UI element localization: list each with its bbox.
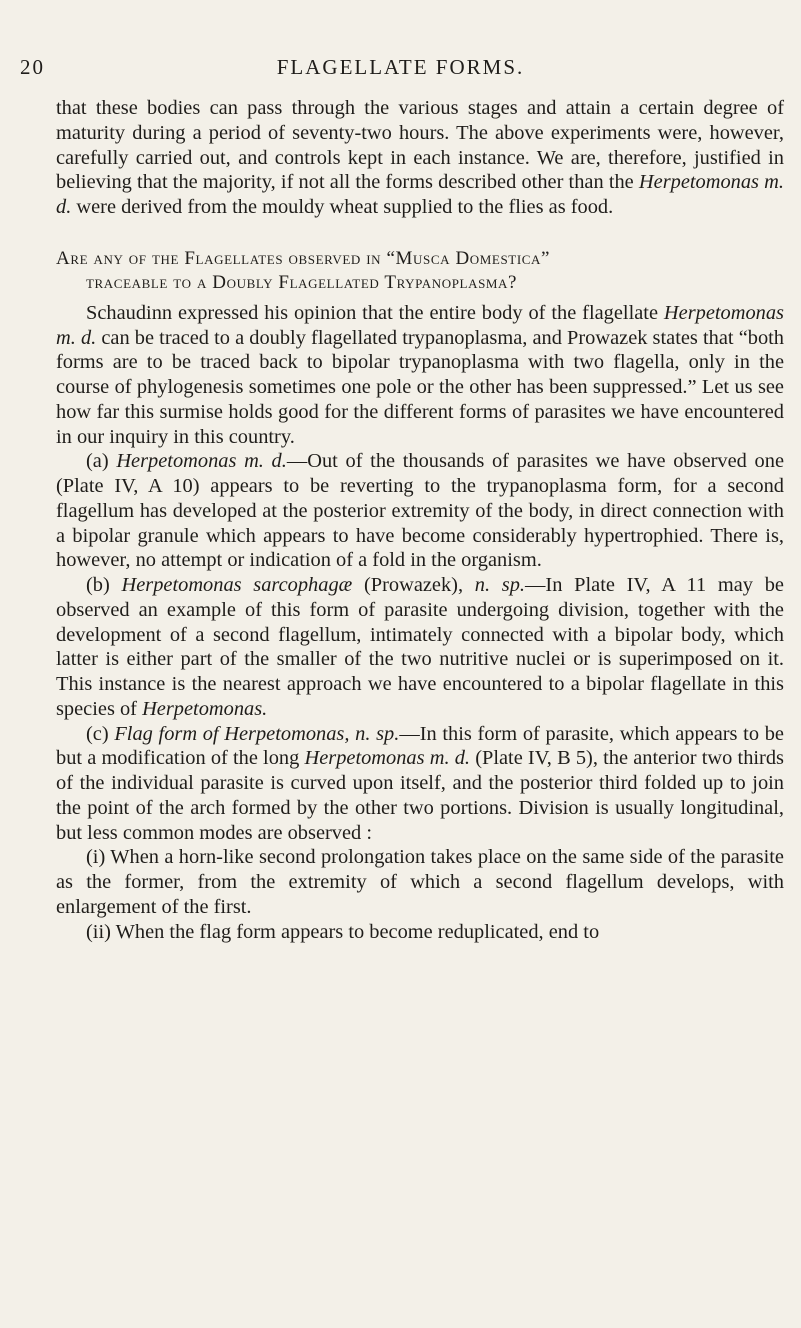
paragraph-a <box>56 449 784 573</box>
text-run: can be traced to a doubly flagellated trypanoplasma, and Prowazek states that “both forms are to be traced back to bipolar trypanoplasma with two flagella, only in the course of phylogenesis sometimes one pole or the other has been suppressed.” Let us see how far this surmise holds good for the different forms of parasites we have encountered in our inquiry in this country. <box>56 326 784 448</box>
item-label: (a) <box>86 450 109 473</box>
text-run: —In this form of parasite, which appears to be but a modification of the long <box>56 722 784 770</box>
italic-run: Herpetomonas m. d. <box>56 301 784 349</box>
heading-line-2: traceable to a Doubly Flagellated Trypanoplasma? <box>86 271 518 293</box>
body-text <box>56 96 784 944</box>
text-run: were derived from the mouldy wheat supplied to the flies as food. <box>71 196 614 218</box>
paragraph-c <box>56 722 784 846</box>
paragraph-ii: (ii) When the flag form appears to become reduplicated, end to <box>86 920 600 943</box>
italic-run: Herpetomonas m. d. <box>56 171 784 218</box>
text-run: that these bodies can pass through the various stages and attain a certain degree of maturity during a period of seventy-two hours. The above experiments were, however, carefully carried out, and controls kept in each instance. We are, therefore, justified in believing that the majority, if not all the forms described other than the <box>56 97 784 194</box>
paragraph-continuation <box>56 96 784 220</box>
heading-line-1: Are any of the Flagellates observed in “Musca Domestica” <box>56 247 551 269</box>
page-header <box>0 55 801 85</box>
italic-run: n. sp. <box>474 574 526 596</box>
italic-run: Herpetomonas m. d. <box>116 450 287 473</box>
page-number: 20 <box>20 55 45 79</box>
italic-run: Herpetomonas m. d. <box>304 747 471 770</box>
text-run: (Plate IV, B 5), the anterior two thirds of the individual parasite is curved upon itself, and the posterior third folded up to join the point of the arch formed by the other two portions. Division is usually longitudinal, but less common modes are observed : <box>56 747 784 844</box>
paragraph-schaudinn <box>56 301 784 450</box>
paragraph-i: (i) When a horn-like second prolongation takes place on the same side of the parasite as the former, from the extremity of which a second flagellum develops, with enlargement of the first. <box>56 846 784 918</box>
italic-run: Herpetomonas. <box>142 697 268 720</box>
text-run: (Prowazek), <box>352 574 475 596</box>
italic-run: Flag form of Herpetomonas, n. sp. <box>114 722 400 745</box>
italic-run: Herpetomonas sarcophagæ <box>121 574 353 596</box>
section-heading <box>56 247 784 295</box>
running-head: FLAGELLATE FORMS. <box>276 55 525 79</box>
paragraph-b <box>56 573 784 722</box>
text-run: —In Plate IV, A 11 may be observed an example of this form of parasite undergoing division, together with the development of a second flagellum, intimately connected with a bipolar body, which latter is either part of the smaller of the two nutritive nuclei or is superimposed on it. This instance is the nearest approach we have encountered to a bipolar flagellate in this species of <box>56 574 784 720</box>
item-label: (b) <box>86 574 110 596</box>
item-label: (c) <box>86 722 109 745</box>
text-run: —Out of the thousands of parasites we have observed one (Plate IV, A 10) appears to be reverting to the trypanoplasma form, for a second flagellum has developed at the posterior extremity of the body, in direct connection with a bipolar granule which appears to have become considerably hypertrophied. There is, however, no attempt or indication of a fold in the organism. <box>56 450 784 572</box>
text-run: Schaudinn expressed his opinion that the entire body of the flagellate <box>86 301 664 324</box>
